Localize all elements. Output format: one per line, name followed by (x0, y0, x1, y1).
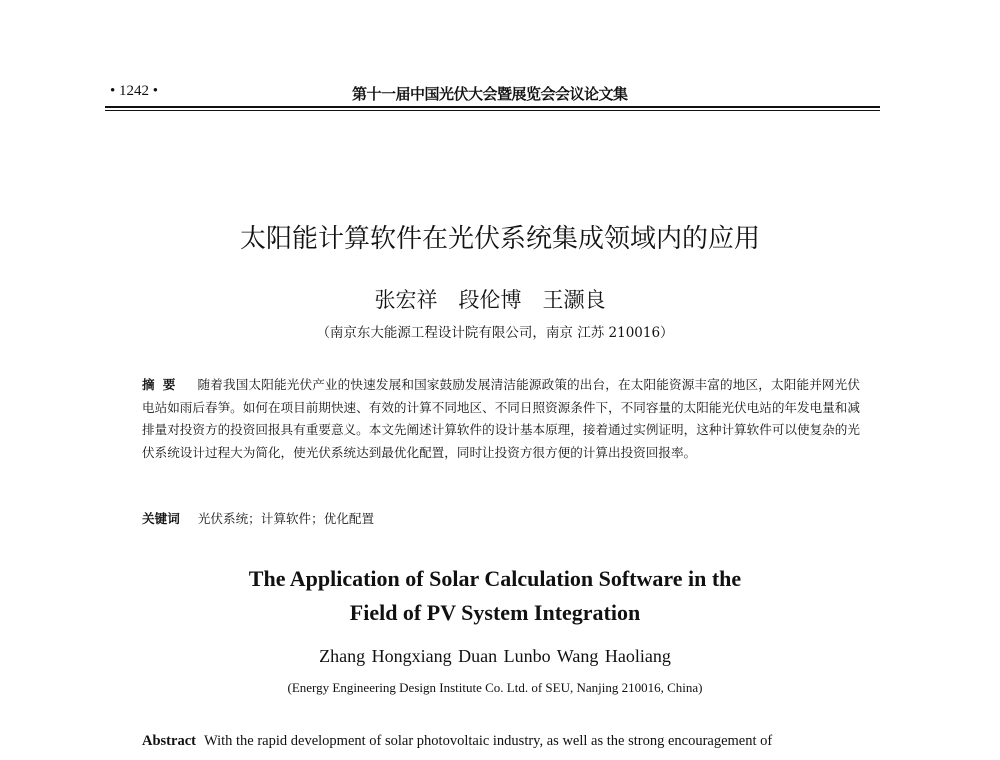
header-rule-thin (105, 110, 880, 111)
keywords-text-chinese: 光伏系统；计算软件；优化配置 (197, 511, 375, 526)
abstract-text-english: With the rapid development of solar photovoltaic industry, as well as the strong encouragement of (203, 733, 773, 749)
paper-title-chinese: 太阳能计算软件在光伏系统集成领域内的应用 (239, 224, 760, 254)
abstract-text-chinese: 随着我国太阳能光伏产业的快速发展和国家鼓励发展清洁能源政策的出台，在太阳能资源丰富的地区，太阳能并网光伏电站如雨后春笋。如何在项目前期快速、有效的计算不同地区、不同日照资源条件下，不同容量的太阳能光伏电站的年发电量和减排量对投资方的投资回报具有重要意义。本文先阐述计算软件的设计基本原理，接着通过实例证明，这种计算软件可以使复杂的光伏系统设计过程大为简化，使光伏系统达到最优化配置，同时让投资方很方便的计算出投资回报率。 (142, 377, 861, 460)
paper-title-english (0, 562, 990, 630)
abstract-chinese (142, 374, 860, 464)
authors-english: Zhang Hongxiang Duan Lunbo Wang Haoliang (319, 646, 671, 666)
header-rule-thick (105, 106, 880, 108)
affiliation-english: (Energy Engineering Design Institute Co. Ltd. of SEU, Nanjing 210016, China) (287, 680, 703, 695)
title-english-line-1: The Application of Solar Calculation Software in the (248, 566, 742, 591)
journal-title: 第十一届中国光伏大会暨展览会会议论文集 (352, 85, 628, 103)
abstract-label-chinese: 摘要 (142, 377, 184, 392)
abstract-english (142, 733, 882, 750)
keywords-chinese (142, 508, 374, 527)
keywords-label-chinese: 关键词 (142, 511, 180, 526)
authors-chinese: 张宏祥 段伦博 王灏良 (374, 288, 606, 312)
affiliation-chinese: （南京东大能源工程设计院有限公司，南京 江苏 210016） (316, 325, 674, 341)
page-number: • 1242 • (110, 83, 159, 99)
title-english-line-2: Field of PV System Integration (349, 600, 641, 625)
abstract-label-english: Abstract (142, 733, 196, 749)
